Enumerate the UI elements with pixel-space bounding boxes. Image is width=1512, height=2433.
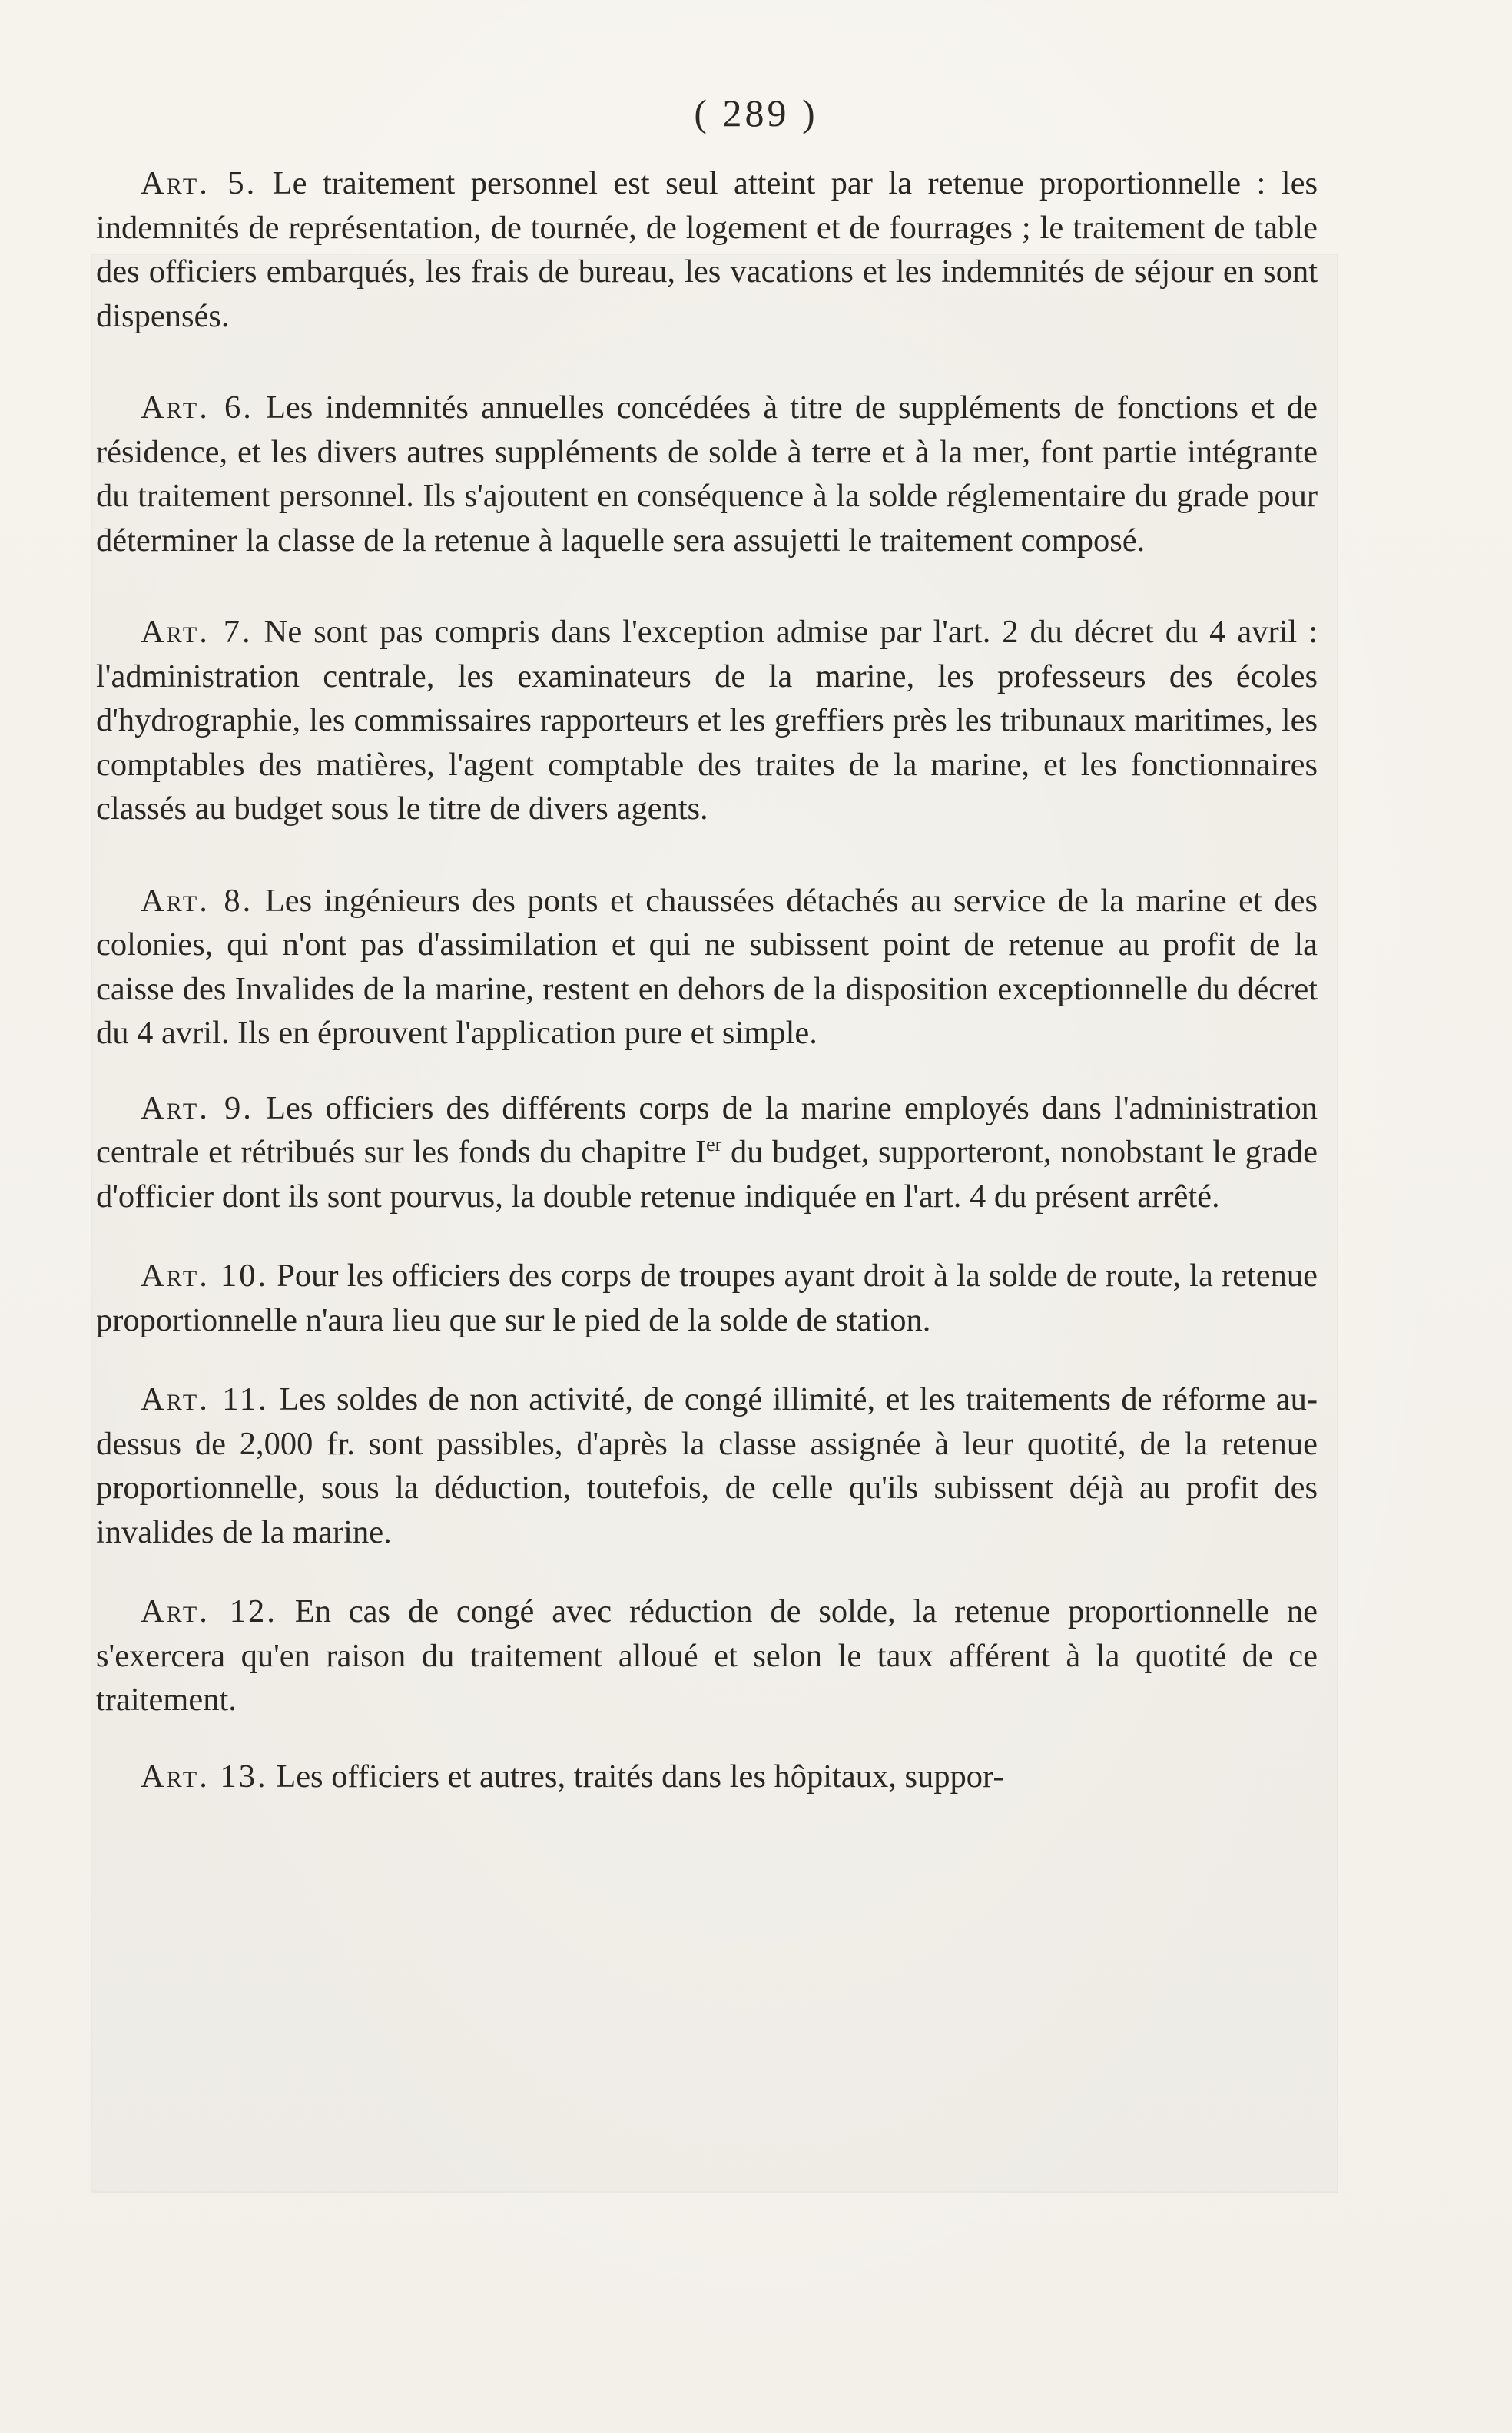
article-5 — [96, 161, 1318, 338]
page-number: ( 289 ) — [694, 91, 818, 134]
article-text: Les indemnités annuelles concédées à titre de suppléments de fonctions et de résidence, et les divers autres suppléments de solde à terre et à la mer, font partie intégrante du traitement personnel. Ils s'ajoutent en conséquence à la solde réglementaire du grade pour déterminer la classe de la retenue à laquelle sera assujetti le traitement composé. — [96, 389, 1318, 559]
article-text: Les ingénieurs des ponts et chaussées détachés au service de la marine et des colonies, qui n'ont pas d'assimilation et qui ne subissent point de retenue au profit de la caisse des Invalides de la marine, restent en dehors de la disposition exceptionnelle du décret du 4 avril. Ils en éprouvent l'application pure et simple. — [96, 882, 1318, 1051]
article-label: Art. 13. — [141, 1758, 268, 1795]
article-label: Art. 6. — [141, 389, 254, 426]
article-10 — [96, 1254, 1318, 1342]
article-13 — [96, 1755, 1318, 1799]
article-text: Ne sont pas compris dans l'exception admise par l'art. 2 du décret du 4 avril : l'administration centrale, les examinateurs de la marine, les professeurs des écoles d'hydrographie, les commissaires rapporteurs et les greffiers près les tribunaux maritimes, les comptables des matières, l'agent comptable des traites de la marine, et les fonctionnaires classés au budget sous le titre de divers agents. — [96, 614, 1318, 827]
superscript: er — [706, 1132, 722, 1155]
article-9 — [96, 1086, 1318, 1219]
article-label: Art. 7. — [141, 614, 253, 650]
article-text: Les officiers des différents corps de la marine employés dans l'administration centrale et rétribués sur les fonds du chapitre I — [96, 1089, 1318, 1170]
article-list — [96, 161, 1318, 1798]
article-label: Art. 12. — [141, 1593, 277, 1629]
article-text: Le traitement personnel est seul atteint par la retenue proportionnelle : les indemnités de représentation, de tournée, de logement et de fourrages ; le traitement de table des officiers embarqués, les frais de bureau, les vacations et les indemnités de séjour en sont dispensés. — [96, 165, 1318, 334]
article-label: Art. 10. — [141, 1258, 269, 1294]
article-text: Les officiers et autres, traités dans les hôpitaux, suppor- — [276, 1758, 1004, 1795]
article-12 — [96, 1589, 1318, 1722]
article-label: Art. 9. — [141, 1089, 254, 1126]
article-11 — [96, 1377, 1318, 1554]
article-text: Les soldes de non activité, de congé illimité, et les traitements de réforme au-dessus de 2,000 fr. sont passibles, d'après la classe assignée à leur quotité, de la retenue proportionnelle, sous la déduction, toutefois, de celle qu'ils subissent déjà au profit des invalides de la marine. — [96, 1381, 1318, 1550]
article-text: Pour les officiers des corps de troupes ayant droit à la solde de route, la retenue proportionnelle n'aura lieu que sur le pied de la solde de station. — [96, 1258, 1318, 1338]
article-8 — [96, 879, 1318, 1056]
article-label: Art. 5. — [141, 165, 257, 201]
article-label: Art. 11. — [141, 1381, 269, 1417]
article-text: En cas de congé avec réduction de solde, la retenue proportionnelle ne s'exercera qu'en raison du traitement alloué et selon le taux afférent à la quotité de ce traitement. — [96, 1593, 1318, 1718]
article-6 — [96, 386, 1318, 562]
article-7 — [96, 610, 1318, 831]
article-label: Art. 8. — [141, 882, 254, 919]
article-text: du budget, supporteront, nonobstant le grade d'officier dont ils sont pourvus, la double retenue indiquée en l'art. 4 du présent arrêté. — [96, 1134, 1318, 1215]
